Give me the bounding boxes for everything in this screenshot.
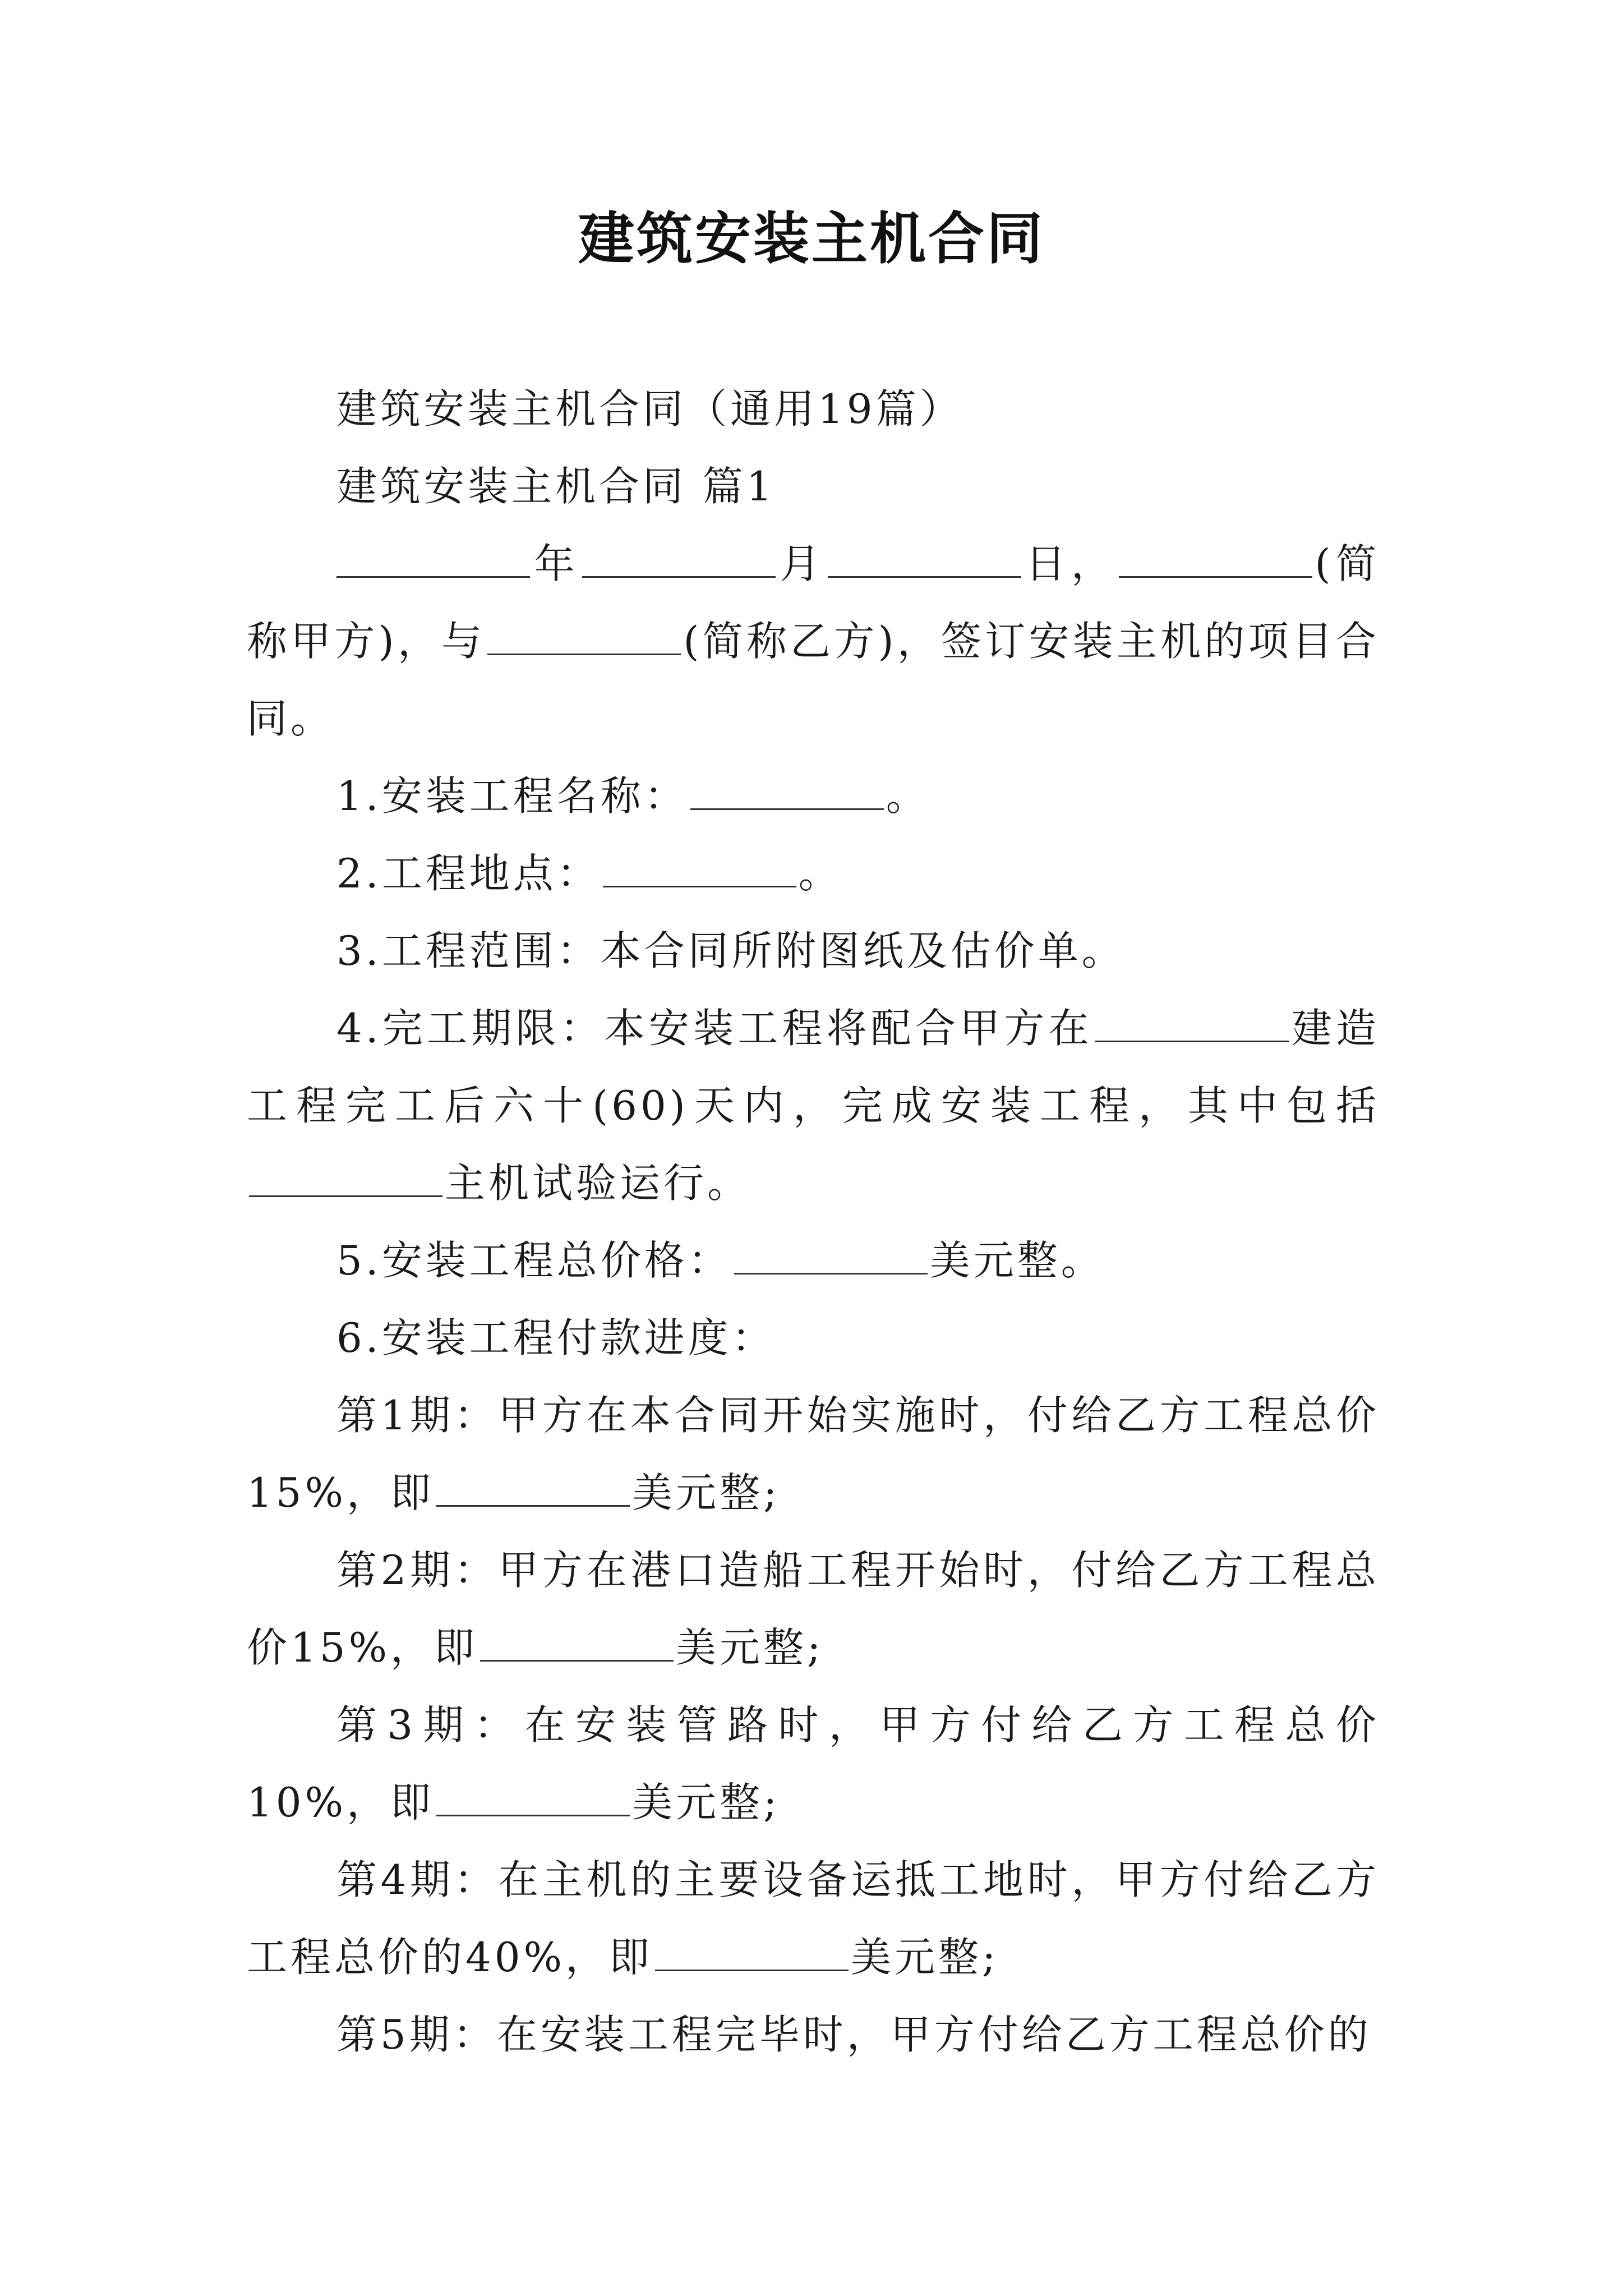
blank-field: [1095, 1001, 1289, 1042]
text-segment: 月: [777, 540, 826, 587]
blank-field: [690, 769, 884, 810]
text-segment: 建造工程完工后六十(60)天内，完成安装工程，其中包括: [247, 1005, 1380, 1129]
paragraph-payment-1: [247, 1377, 1380, 1531]
text-segment: 美元整;: [676, 1624, 824, 1671]
paragraph-section-heading: 建筑安装主机合同 篇1: [336, 463, 776, 510]
text-segment: 第3期：在安装管路时，甲方付给乙方工程总价10%，即: [247, 1701, 1380, 1826]
paragraph-item-6: 6.安装工程付款进度：: [336, 1314, 776, 1361]
paragraph-item-5: [247, 1222, 1380, 1299]
blank-field: [582, 537, 776, 578]
paragraph-payment-4: [247, 1841, 1380, 1996]
text-segment: 美元整;: [632, 1779, 781, 1826]
text-segment: 。: [886, 772, 930, 820]
text-segment: 第2期：甲方在港口造船工程开始时，付给乙方工程总价15%，即: [247, 1547, 1380, 1671]
blank-field: [336, 537, 530, 578]
text-segment: (简称甲方)，与: [247, 540, 1380, 665]
blank-field: [436, 1466, 630, 1507]
paragraph-payment-3: [247, 1686, 1380, 1841]
text-segment: 日，: [1023, 540, 1117, 587]
blank-field: [828, 537, 1021, 578]
blank-field: [734, 1234, 928, 1274]
text-segment: 4.完工期限：本安装工程将配合甲方在: [336, 1005, 1093, 1052]
text-segment: 1.安装工程名称：: [336, 772, 688, 820]
text-segment: 2.工程地点：: [336, 850, 601, 897]
text-segment: 5.安装工程总价格：: [336, 1237, 732, 1284]
blank-field: [655, 1930, 849, 1971]
blank-field: [1119, 537, 1312, 578]
paragraph-parties: [247, 525, 1380, 757]
text-segment: (简称乙方)，签订安装主机的项目合同。: [247, 618, 1380, 742]
paragraph-item-1: [247, 757, 1380, 835]
text-segment: 美元整;: [632, 1469, 781, 1516]
paragraph-item-3: 3.工程范围：本合同所附图纸及估价单。: [336, 927, 1126, 974]
document-title: 建筑安装主机合同: [578, 205, 1045, 272]
blank-field: [249, 1156, 442, 1197]
blank-field: [487, 614, 681, 655]
text-segment: 第4期：在主机的主要设备运抵工地时，甲方付给乙方工程总价的40%，即: [247, 1856, 1380, 1981]
paragraph-payment-5: 第5期：在安装工程完毕时，甲方付给乙方工程总价的: [336, 2011, 1372, 2058]
paragraph-item-4: [247, 990, 1380, 1222]
paragraph-subtitle: 建筑安装主机合同（通用19篇）: [336, 385, 963, 432]
text-segment: 年: [532, 540, 580, 587]
paragraph-item-2: [247, 835, 1380, 912]
text-segment: 美元整。: [929, 1237, 1105, 1284]
blank-field: [436, 1775, 630, 1816]
blank-field: [603, 846, 796, 887]
paragraph-payment-2: [247, 1531, 1380, 1686]
text-segment: 。: [798, 850, 842, 897]
text-segment: 主机试验运行。: [445, 1159, 751, 1207]
text-segment: 美元整;: [851, 1934, 999, 1981]
document-body: [247, 370, 1380, 2073]
text-segment: 第1期：甲方在本合同开始实施时，付给乙方工程总价15%，即: [247, 1392, 1380, 1516]
blank-field: [480, 1621, 674, 1662]
